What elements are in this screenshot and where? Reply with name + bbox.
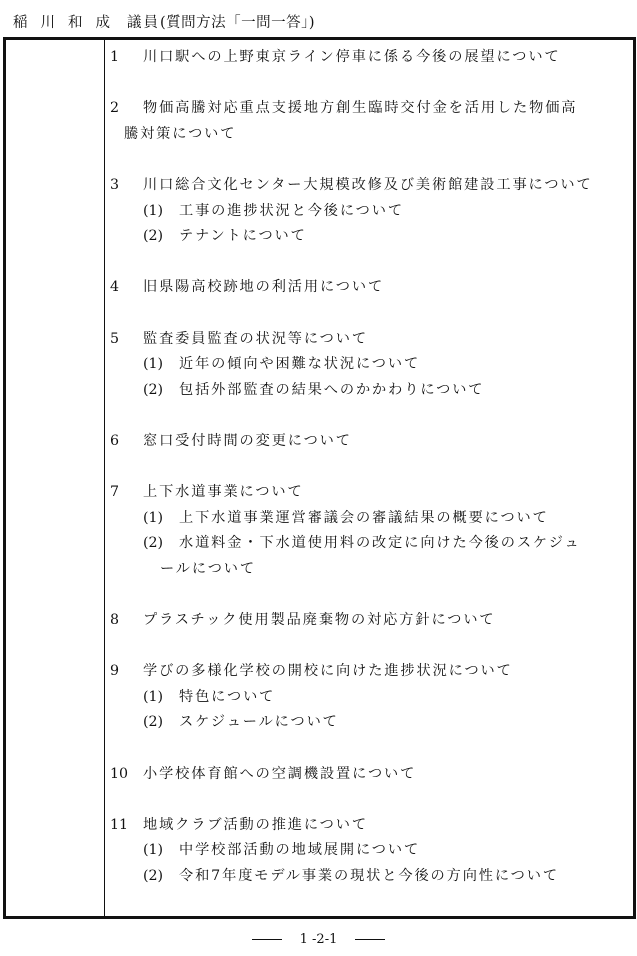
question-item <box>110 813 630 839</box>
item-gap <box>110 787 630 813</box>
sub-question <box>110 685 630 711</box>
column-divider <box>104 40 105 916</box>
sub-question-text: 上下水道事業運営審議会の審議結果の概要について <box>179 509 549 526</box>
question-number: 7 <box>110 484 120 501</box>
sub-question-number: (1) <box>143 509 164 526</box>
question-item <box>110 608 630 634</box>
sub-question-number: (2) <box>143 535 164 552</box>
item-gap <box>110 250 630 276</box>
question-number: 10 <box>110 765 129 782</box>
question-title: 上下水道事業について <box>143 484 304 501</box>
question-table <box>3 37 636 919</box>
question-number: 11 <box>110 816 129 833</box>
question-item <box>110 96 630 122</box>
question-title: 川口駅への上野東京ライン停車に係る今後の展望について <box>143 49 561 65</box>
sub-question <box>110 224 630 250</box>
question-number: 1 <box>110 49 120 65</box>
question-number: 2 <box>110 100 120 117</box>
member-name: 稲川和成 <box>13 15 123 31</box>
sub-question <box>110 506 630 532</box>
sub-question <box>110 531 630 557</box>
sub-question-number: (2) <box>143 868 164 884</box>
sub-question-text: 包括外部監査の結果へのかかわりについて <box>179 381 485 398</box>
question-title: 物価高騰対応重点支援地方創生臨時交付金を活用した物価高 <box>143 100 578 117</box>
question-item <box>110 480 630 506</box>
item-gap <box>110 582 630 608</box>
page-number: 1 -2-1 <box>299 932 338 947</box>
document-header <box>13 11 315 32</box>
item-gap <box>110 455 630 481</box>
question-title: 窓口受付時間の変更について <box>143 432 352 449</box>
question-item <box>110 659 630 685</box>
question-item <box>110 275 630 301</box>
question-title: 旧県陽高校跡地の利活用について <box>143 279 385 296</box>
member-title: 議員 <box>127 15 160 31</box>
question-title: 監査委員監査の状況等について <box>143 330 368 347</box>
sub-question-number: (2) <box>143 381 164 398</box>
question-number: 9 <box>110 663 120 680</box>
sub-question <box>110 352 630 378</box>
question-method: (質問方法「一問一答」) <box>160 15 316 31</box>
sub-question <box>110 378 630 404</box>
footer-dash-left <box>252 939 282 940</box>
sub-question-text: 近年の傾向や困難な状況について <box>179 356 421 373</box>
question-item <box>110 429 630 455</box>
sub-question-text: 水道料金・下水道使用料の改定に向けた今後のスケジュ <box>179 535 581 552</box>
sub-question-text: 特色について <box>179 688 276 705</box>
question-title: プラスチック使用製品廃棄物の対応方針について <box>143 612 496 629</box>
item-gap <box>110 736 630 762</box>
item-gap <box>110 301 630 327</box>
sub-question-text: スケジュールについて <box>179 714 339 731</box>
question-item <box>110 762 630 788</box>
sub-question-number: (1) <box>143 202 164 219</box>
sub-question-text: 令和7年度モデル事業の現状と今後の方向性について <box>179 868 559 884</box>
question-number: 6 <box>110 432 120 449</box>
page-footer <box>0 932 637 947</box>
item-gap <box>110 147 630 173</box>
sub-question <box>110 199 630 225</box>
sub-question-number: (2) <box>143 228 164 245</box>
question-number: 4 <box>110 279 120 296</box>
sub-question-number: (1) <box>143 842 164 859</box>
sub-question-number: (2) <box>143 714 164 731</box>
question-title: 川口総合文化センター大規模改修及び美術館建設工事について <box>143 176 593 193</box>
sub-question <box>110 710 630 736</box>
question-item <box>110 173 630 199</box>
question-title-continued: 騰対策について <box>124 125 237 142</box>
sub-question-number: (1) <box>143 356 164 373</box>
item-gap <box>110 634 630 660</box>
item-gap <box>110 71 630 97</box>
question-title: 地域クラブ活動の推進について <box>143 816 368 833</box>
sub-question-text: 中学校部活動の地域展開について <box>179 842 421 859</box>
question-title: 小学校体育館への空調機設置について <box>143 765 417 782</box>
sub-question-continued: ールについて <box>160 560 256 577</box>
sub-question-text: 工事の進捗状況と今後について <box>179 202 404 219</box>
sub-question <box>110 864 630 890</box>
question-list <box>110 45 630 890</box>
question-number: 8 <box>110 612 120 629</box>
question-number: 3 <box>110 176 120 193</box>
question-number: 5 <box>110 330 120 347</box>
sub-question <box>110 838 630 864</box>
sub-question-text: テナントについて <box>179 228 307 245</box>
question-title: 学びの多様化学校の開校に向けた進捗状況について <box>143 663 513 680</box>
footer-dash-right <box>355 939 385 940</box>
question-item <box>110 45 630 71</box>
sub-question-number: (1) <box>143 688 164 705</box>
question-item <box>110 327 630 353</box>
item-gap <box>110 403 630 429</box>
